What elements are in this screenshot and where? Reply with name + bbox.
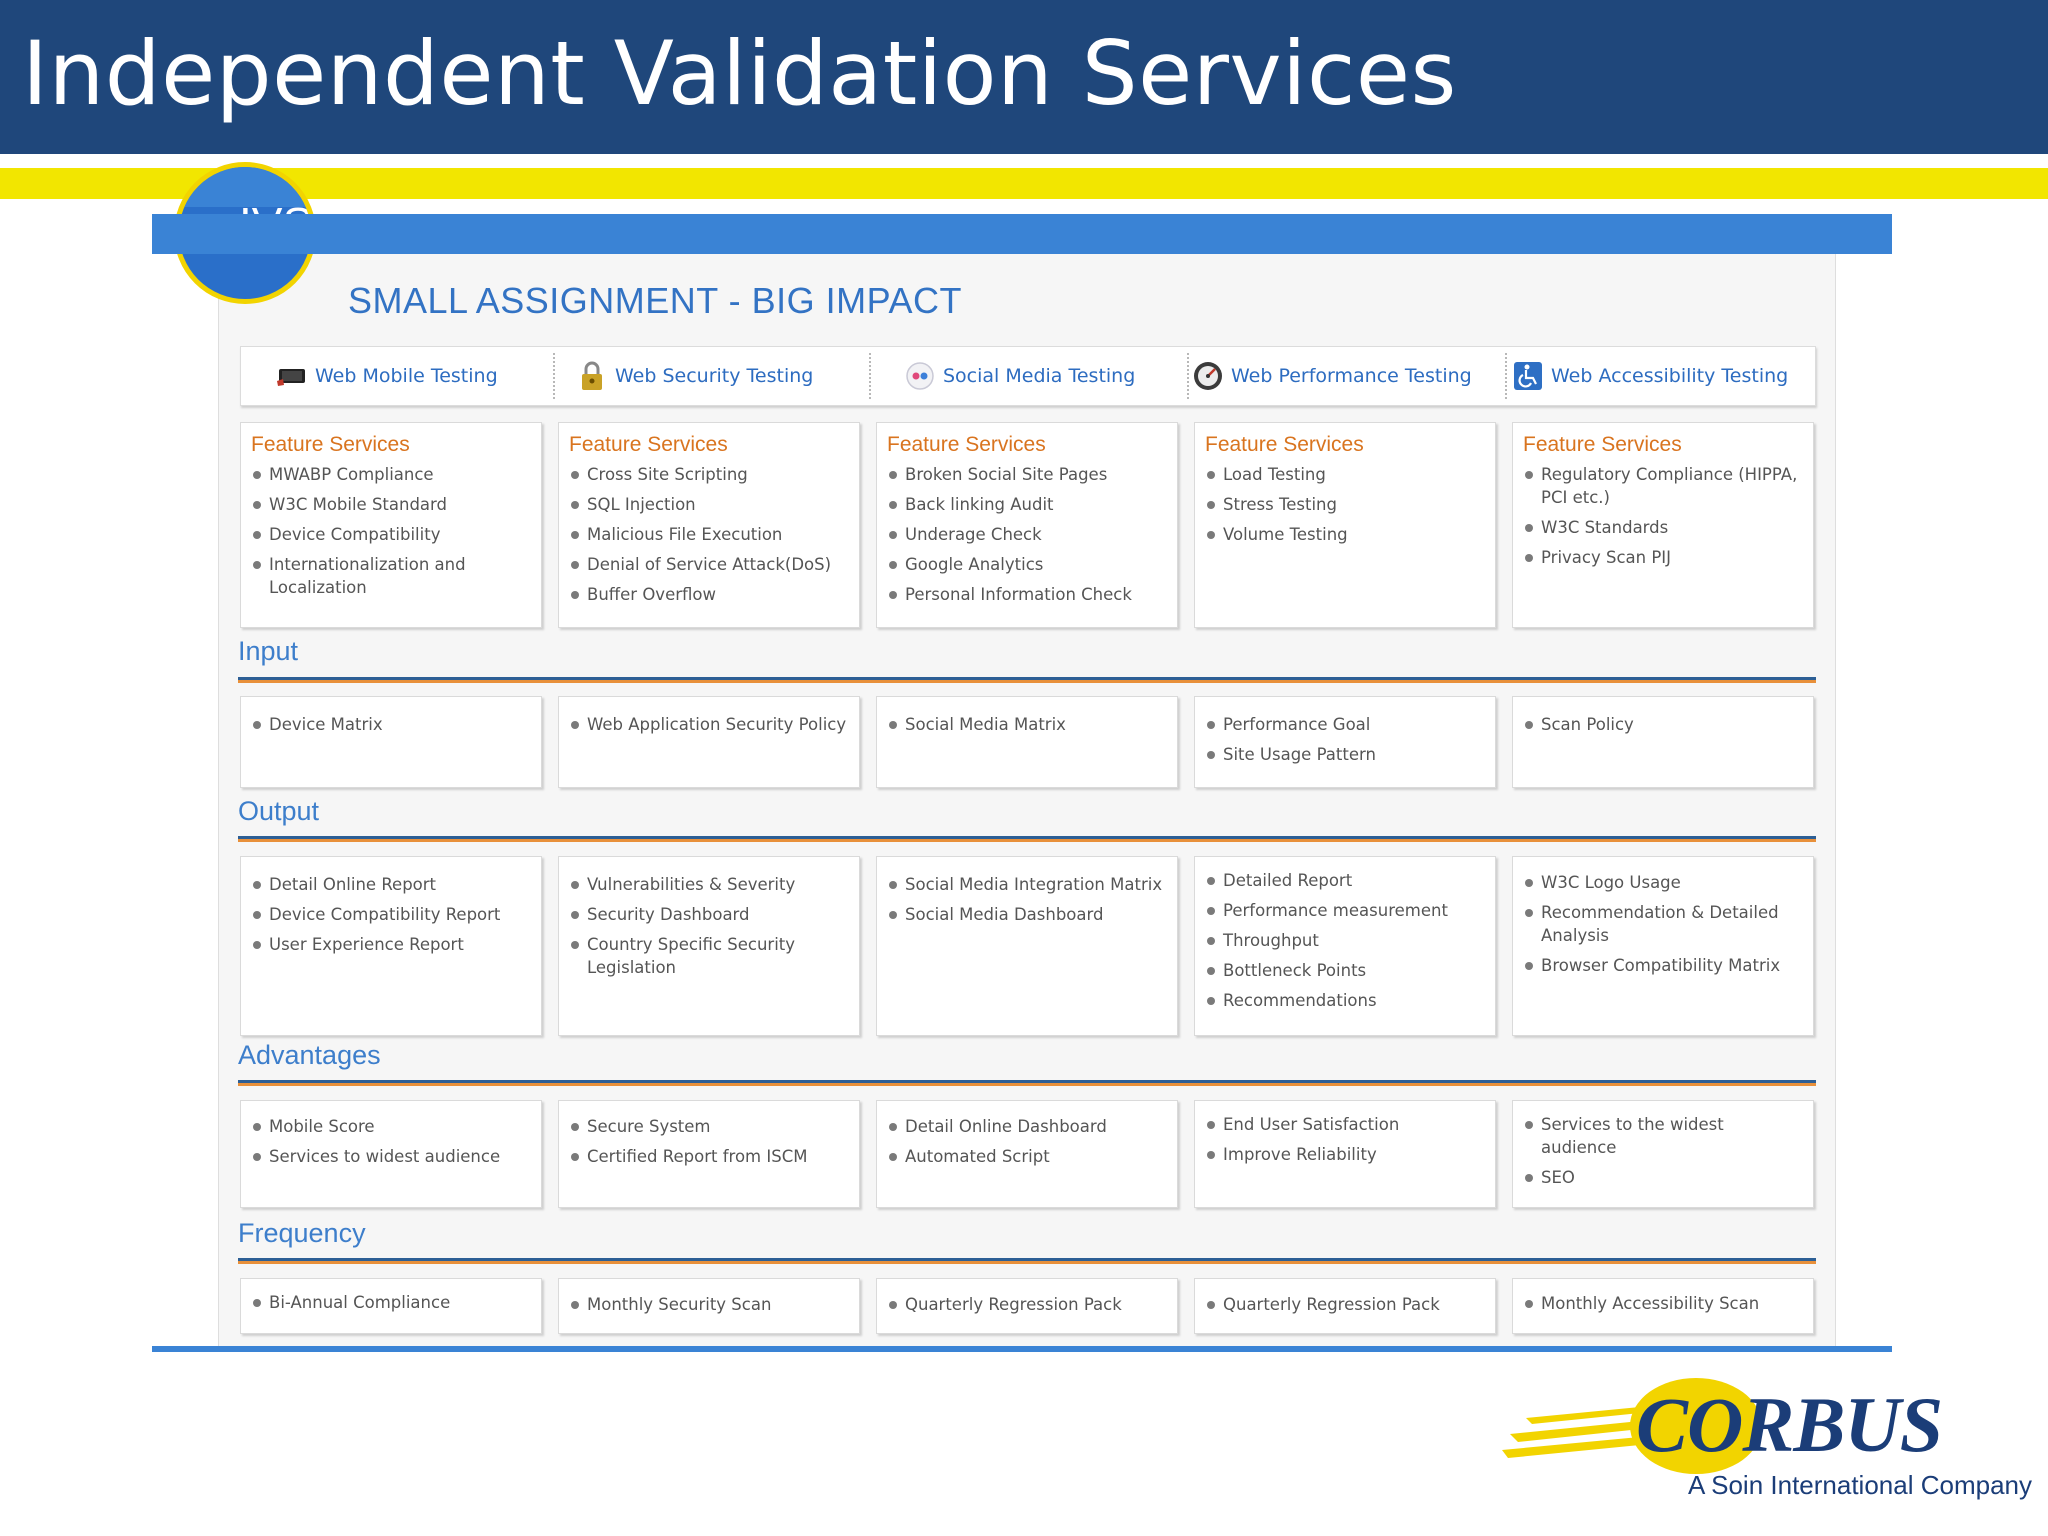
bullet-item: Google Analytics [887, 553, 1167, 576]
feature-card-title: Feature Services [1523, 433, 1682, 456]
bullet-item: Detail Online Dashboard [887, 1115, 1167, 1138]
output-card-accessibility [1512, 856, 1814, 1036]
bullet-item: W3C Logo Usage [1523, 871, 1803, 894]
padlock-icon [575, 359, 609, 393]
bullet-item: Load Testing [1205, 463, 1485, 486]
feature-card-title: Feature Services [887, 433, 1046, 456]
feature-card-title: Feature Services [1205, 433, 1364, 456]
title-bar [0, 0, 2048, 154]
social-media-icon [903, 359, 937, 393]
bullet-item: Country Specific Security Legislation [569, 933, 849, 979]
bullet-item: Automated Script [887, 1145, 1167, 1168]
bullet-item: Regulatory Compliance (HIPPA, PCI etc.) [1523, 463, 1803, 509]
bullet-item: W3C Mobile Standard [251, 493, 531, 516]
section-divider [238, 677, 1816, 683]
feature-card-mobile [240, 422, 542, 628]
advantages-card-accessibility [1512, 1100, 1814, 1208]
bullet-item: Services to widest audience [251, 1145, 531, 1168]
speedometer-icon [1191, 359, 1225, 393]
output-card-social [876, 856, 1178, 1036]
bullet-item: Volume Testing [1205, 523, 1485, 546]
bullet-item: End User Satisfaction [1205, 1113, 1485, 1136]
bullet-item: Recommendations [1205, 989, 1485, 1012]
bullet-item: Device Matrix [251, 713, 531, 736]
bullet-item: Security Dashboard [569, 903, 849, 926]
bullet-item: Stress Testing [1205, 493, 1485, 516]
bullet-item: Monthly Accessibility Scan [1523, 1292, 1803, 1315]
bullet-item: Detailed Report [1205, 869, 1485, 892]
bullet-item: Malicious File Execution [569, 523, 849, 546]
feature-card-accessibility [1512, 422, 1814, 628]
infographic-top-bar [152, 214, 1892, 254]
tab-web-security-testing: Web Security Testing [575, 347, 813, 405]
bullet-item: Performance Goal [1205, 713, 1485, 736]
bullet-item: Back linking Audit [887, 493, 1167, 516]
input-card-performance [1194, 696, 1496, 788]
bullet-item: Privacy Scan PIJ [1523, 546, 1803, 569]
bullet-item: Social Media Integration Matrix [887, 873, 1167, 896]
bullet-item: Personal Information Check [887, 583, 1167, 606]
bullet-item: Certified Report from ISCM [569, 1145, 849, 1168]
infographic-bottom-bar [152, 1346, 1892, 1352]
bullet-item: Denial of Service Attack(DoS) [569, 553, 849, 576]
bullet-item: Improve Reliability [1205, 1143, 1485, 1166]
bullet-item: Internationalization and Localization [251, 553, 531, 599]
bullet-item: Mobile Score [251, 1115, 531, 1138]
frequency-card-security [558, 1278, 860, 1334]
bullet-item: Throughput [1205, 929, 1485, 952]
feature-card-title: Feature Services [569, 433, 728, 456]
bullet-item: Underage Check [887, 523, 1167, 546]
slide-title: Independent Validation Services [22, 22, 1457, 125]
section-divider [238, 1258, 1816, 1264]
bullet-item: W3C Standards [1523, 516, 1803, 539]
ivs-infographic [152, 214, 1892, 1354]
bullet-item: Bottleneck Points [1205, 959, 1485, 982]
bullet-item: Quarterly Regression Pack [1205, 1293, 1485, 1316]
bullet-item: Buffer Overflow [569, 583, 849, 606]
bullet-item: Detail Online Report [251, 873, 531, 896]
mobile-device-icon [275, 359, 309, 393]
frequency-card-performance [1194, 1278, 1496, 1334]
section-label-output: Output [238, 796, 320, 826]
feature-card-social [876, 422, 1178, 628]
bullet-item: Social Media Matrix [887, 713, 1167, 736]
bullet-item: Social Media Dashboard [887, 903, 1167, 926]
bullet-item: Services to the widest audience [1523, 1113, 1803, 1159]
input-card-social [876, 696, 1178, 788]
section-label-frequency: Frequency [238, 1218, 366, 1248]
bullet-item: SEO [1523, 1166, 1803, 1189]
frequency-card-social [876, 1278, 1178, 1334]
advantages-card-security [558, 1100, 860, 1208]
bullet-item: Site Usage Pattern [1205, 743, 1485, 766]
section-divider [238, 836, 1816, 842]
bullet-item: Device Compatibility Report [251, 903, 531, 926]
bullet-item: Broken Social Site Pages [887, 463, 1167, 486]
section-divider [238, 1080, 1816, 1086]
section-label-input: Input [238, 636, 299, 666]
frequency-card-accessibility [1512, 1278, 1814, 1334]
advantages-card-performance [1194, 1100, 1496, 1208]
frequency-card-mobile [240, 1278, 542, 1334]
bullet-item: Recommendation & Detailed Analysis [1523, 901, 1803, 947]
corbus-logo [1500, 1362, 2040, 1532]
bullet-item: Performance measurement [1205, 899, 1485, 922]
bullet-item: Device Compatibility [251, 523, 531, 546]
wheelchair-icon [1511, 359, 1545, 393]
advantages-card-mobile [240, 1100, 542, 1208]
input-card-mobile [240, 696, 542, 788]
tab-web-mobile-testing: Web Mobile Testing [275, 347, 498, 405]
tab-web-accessibility-testing: Web Accessibility Testing [1511, 347, 1788, 405]
service-tab-strip [240, 346, 1816, 406]
output-card-mobile [240, 856, 542, 1036]
feature-card-performance [1194, 422, 1496, 628]
feature-card-title: Feature Services [251, 433, 410, 456]
advantages-card-social [876, 1100, 1178, 1208]
bullet-item: Cross Site Scripting [569, 463, 849, 486]
input-card-accessibility [1512, 696, 1814, 788]
bullet-item: Scan Policy [1523, 713, 1803, 736]
bullet-item: Web Application Security Policy [569, 713, 849, 736]
infographic-heading: SMALL ASSIGNMENT - BIG IMPACT [348, 280, 962, 321]
bullet-item: Quarterly Regression Pack [887, 1293, 1167, 1316]
feature-card-security [558, 422, 860, 628]
tab-web-performance-testing: Web Performance Testing [1191, 347, 1472, 405]
corbus-tagline: A Soin International Company [1688, 1470, 2032, 1500]
bullet-item: Secure System [569, 1115, 849, 1138]
bullet-item: MWABP Compliance [251, 463, 531, 486]
corbus-wordmark: CORBUS [1636, 1381, 1943, 1468]
bullet-item: Monthly Security Scan [569, 1293, 849, 1316]
section-label-advantages: Advantages [238, 1040, 381, 1070]
input-card-security [558, 696, 860, 788]
bullet-item: Bi-Annual Compliance [251, 1291, 531, 1314]
bullet-item: Browser Compatibility Matrix [1523, 954, 1803, 977]
output-card-performance [1194, 856, 1496, 1036]
bullet-item: SQL Injection [569, 493, 849, 516]
bullet-item: Vulnerabilities & Severity [569, 873, 849, 896]
output-card-security [558, 856, 860, 1036]
tab-social-media-testing: Social Media Testing [903, 347, 1135, 405]
bullet-item: User Experience Report [251, 933, 531, 956]
